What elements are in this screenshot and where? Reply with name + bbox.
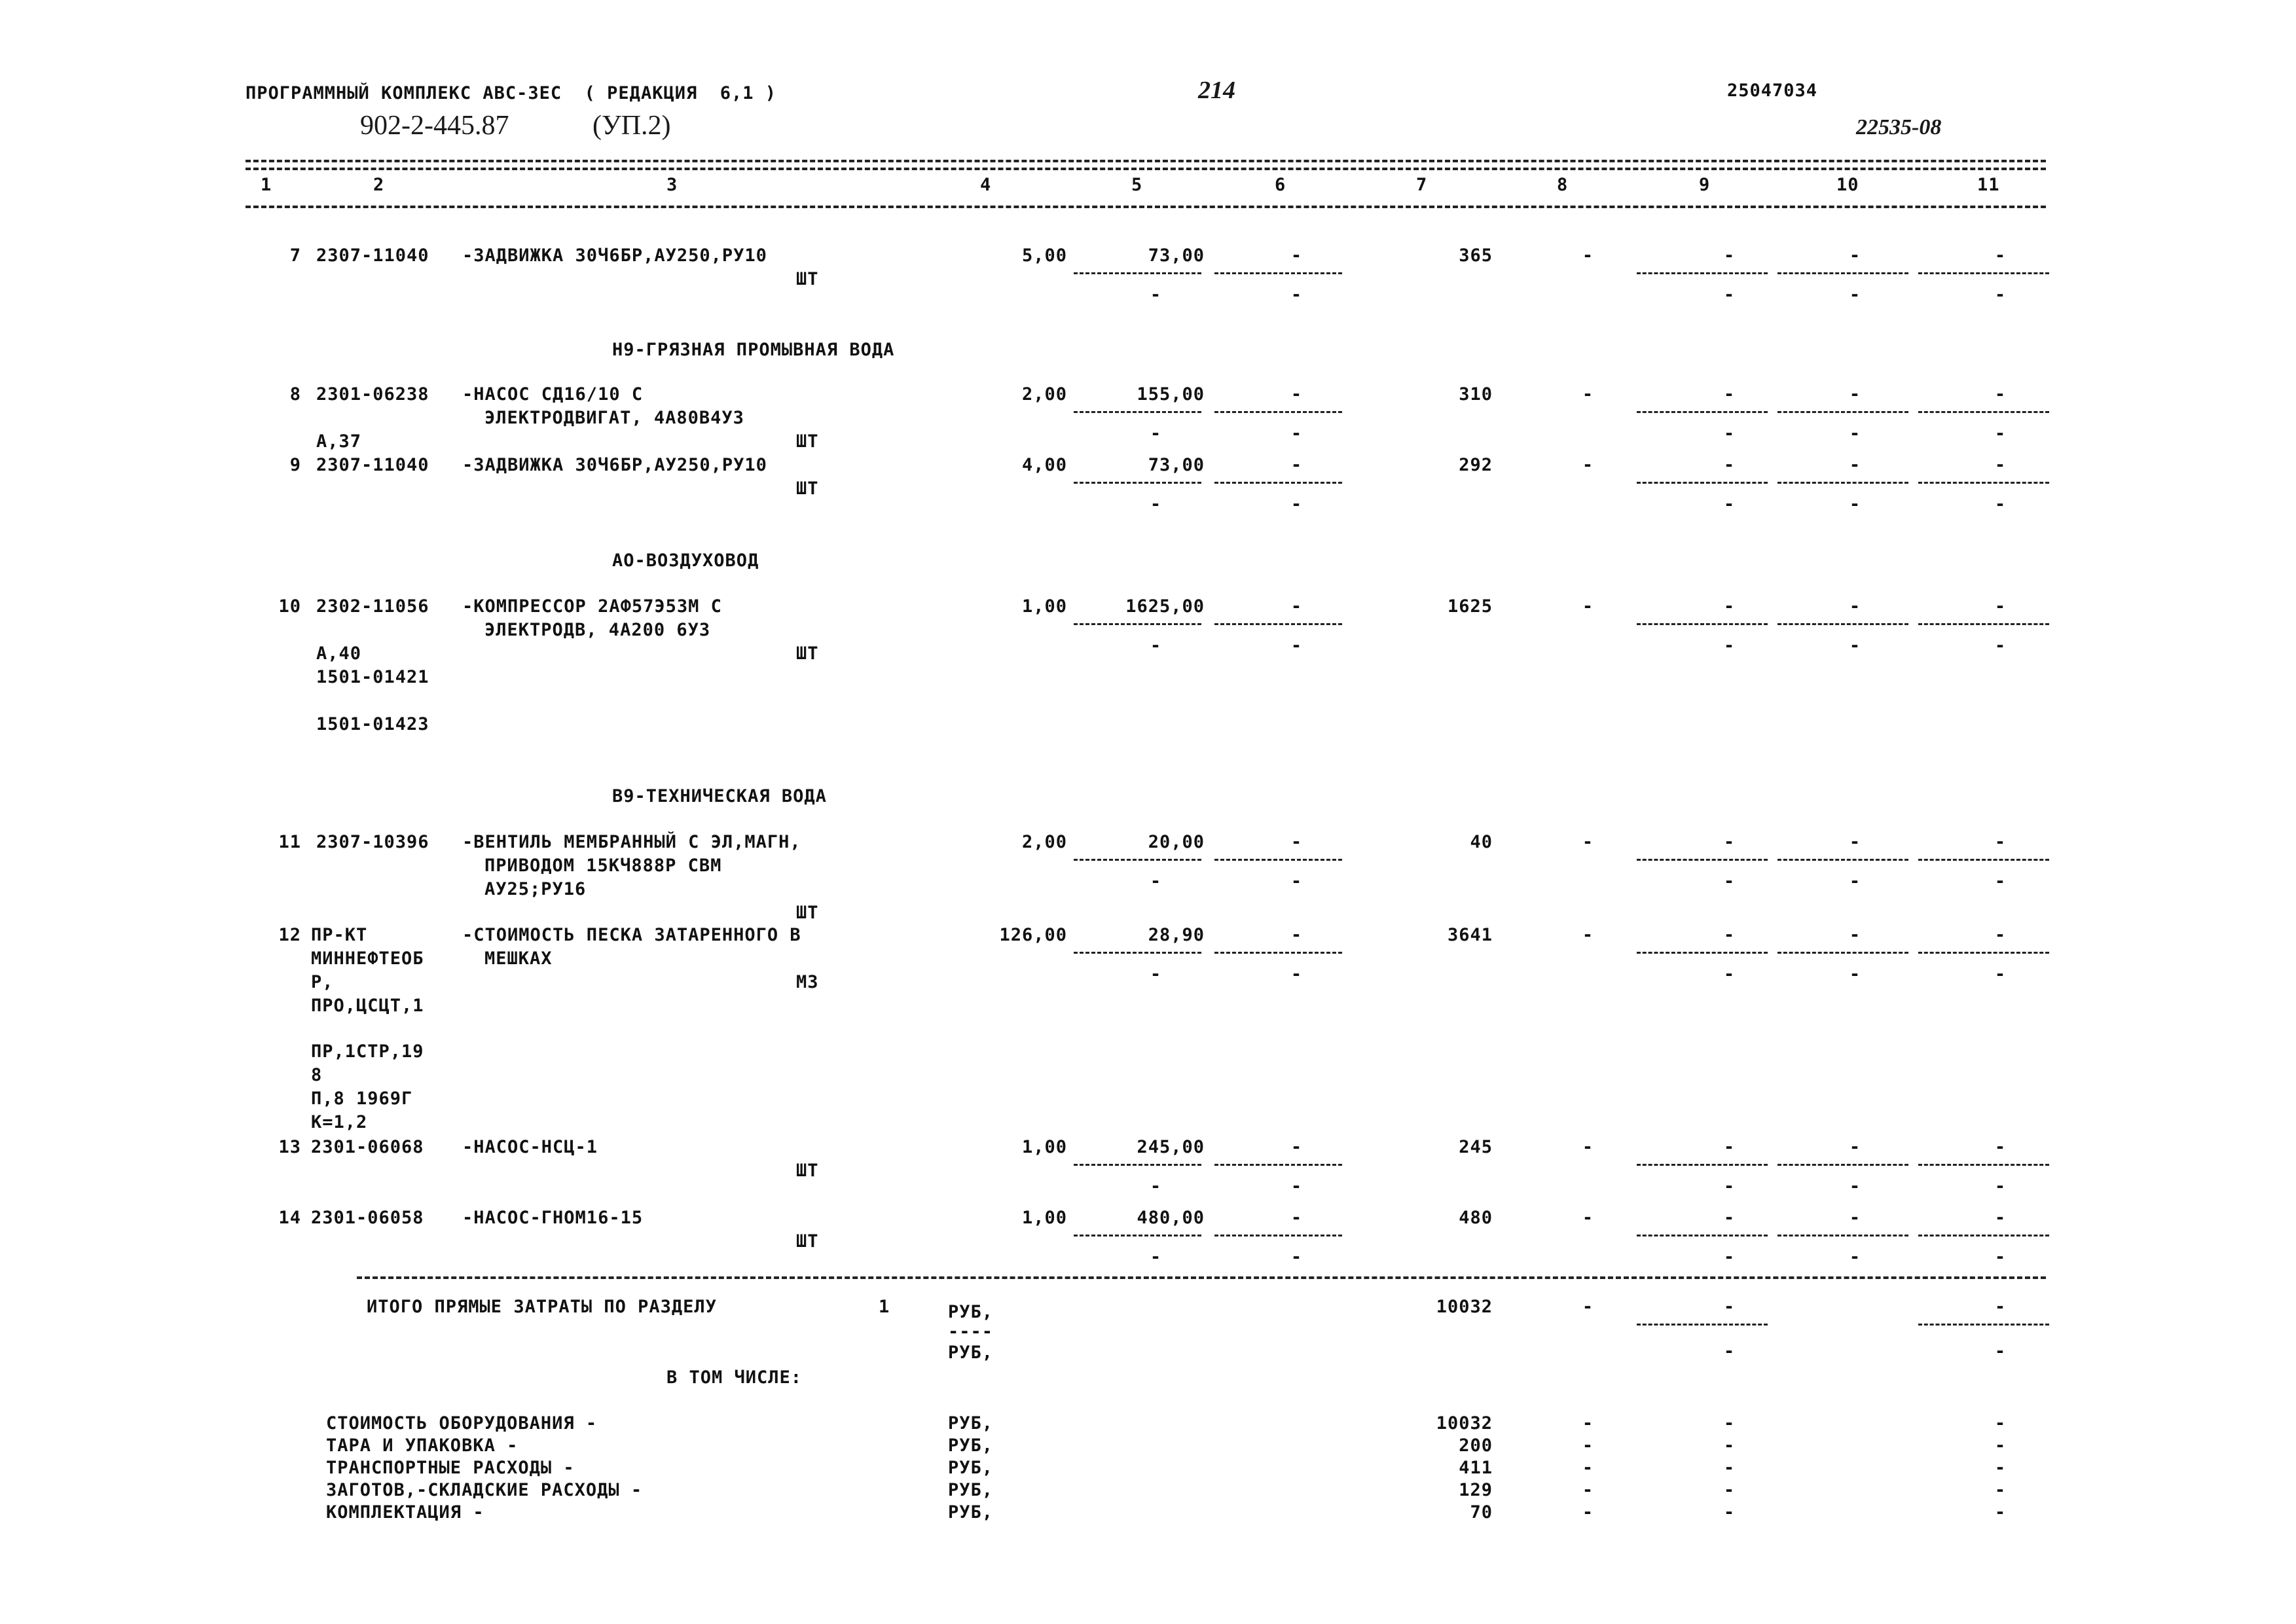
empty-cell-dash: - — [1723, 832, 1735, 852]
item-name: -ЗАДВИЖКА 30Ч6БР,АУ250,РУ10 — [462, 455, 767, 475]
empty-cell-dash: - — [1290, 285, 1302, 305]
item-price: 245,00 — [1137, 1137, 1205, 1157]
empty-cell-dash: - — [1994, 832, 2006, 852]
empty-cell-dash: - — [1150, 964, 1161, 984]
empty-cell-dash: - — [1994, 1502, 2006, 1523]
item-name: -СТОИМОСТЬ ПЕСКА ЗАТАРЕННОГО В — [462, 925, 801, 945]
empty-cell-dash: - — [1723, 596, 1735, 617]
cell-divider — [1214, 1235, 1342, 1236]
item-code-cont: МИННЕФТЕОБ — [311, 948, 424, 969]
item-price: 73,00 — [1148, 455, 1205, 475]
breakdown-label: ТРАНСПОРТНЫЕ РАСХОДЫ - — [326, 1458, 575, 1478]
empty-cell-dash: - — [1849, 964, 1861, 984]
empty-cell-dash: - — [1723, 1176, 1735, 1197]
empty-cell-dash: - — [1290, 596, 1302, 617]
cell-divider — [1074, 952, 1201, 954]
item-name: -НАСОС-ГНОМ16-15 — [462, 1208, 644, 1228]
empty-cell-dash: - — [1994, 285, 2006, 305]
item-quantity: 1,00 — [1021, 596, 1067, 617]
empty-cell-dash: - — [1150, 494, 1161, 514]
empty-cell-dash: - — [1723, 636, 1735, 656]
item-code-cont: П,8 1969Г — [311, 1089, 413, 1109]
cell-divider — [1777, 1164, 1908, 1166]
breakdown-value: 10032 — [1436, 1413, 1493, 1434]
item-total: 245 — [1459, 1137, 1493, 1157]
item-total: 292 — [1459, 455, 1493, 475]
item-total: 40 — [1470, 832, 1493, 852]
empty-cell-dash: - — [1290, 636, 1302, 656]
empty-cell-dash: - — [1582, 1435, 1594, 1456]
item-unit: ШТ — [796, 1161, 819, 1181]
empty-cell-dash: - — [1849, 1176, 1861, 1197]
empty-cell-dash: - — [1994, 384, 2006, 405]
breakdown-currency: РУБ, — [948, 1413, 994, 1434]
cell-divider — [1214, 952, 1342, 954]
item-price: 480,00 — [1137, 1208, 1205, 1228]
empty-cell-dash: - — [1723, 384, 1735, 405]
item-code: 2302-11056 — [316, 596, 429, 617]
cell-divider — [1074, 482, 1201, 484]
cell-divider — [1637, 859, 1768, 861]
empty-cell-dash: - — [1994, 1480, 2006, 1500]
empty-cell-dash: - — [1723, 285, 1735, 305]
cell-divider — [1918, 859, 2049, 861]
breakdown-label: ЗАГОТОВ,-СКЛАДСКИЕ РАСХОДЫ - — [326, 1480, 643, 1500]
empty-cell-dash: - — [1849, 1247, 1861, 1267]
col-4: 4 — [980, 175, 992, 195]
totals-rule — [357, 1276, 2046, 1279]
item-code-cont: ПР,1СТР,19 — [311, 1041, 424, 1062]
breakdown-currency: РУБ, — [948, 1502, 994, 1523]
item-unit: ШТ — [796, 643, 819, 664]
cell-divider — [1918, 1324, 2049, 1326]
col-6: 6 — [1275, 175, 1286, 195]
row-number: 14 — [278, 1208, 301, 1228]
empty-cell-dash: - — [1723, 1247, 1735, 1267]
item-total: 480 — [1459, 1208, 1493, 1228]
total-currency-2: РУБ, — [948, 1343, 994, 1363]
empty-cell-dash: - — [1723, 1458, 1735, 1478]
item-name-cont: ЭЛЕКТРОДВ, 4А200 6У3 — [484, 620, 711, 640]
empty-cell-dash: - — [1290, 1137, 1302, 1157]
empty-cell-dash: - — [1994, 871, 2006, 892]
col-5: 5 — [1131, 175, 1143, 195]
empty-cell-dash: - — [1994, 455, 2006, 475]
breakdown-label: ТАРА И УПАКОВКА - — [326, 1435, 519, 1456]
cell-divider — [1214, 272, 1342, 274]
cell-divider — [1074, 859, 1201, 861]
item-quantity: 1,00 — [1021, 1137, 1067, 1157]
row-number: 11 — [278, 832, 301, 852]
item-extra: А,40 — [316, 643, 362, 664]
item-quantity: 5,00 — [1021, 245, 1067, 266]
cell-divider — [1214, 859, 1342, 861]
col-2: 2 — [373, 175, 385, 195]
item-name-cont: АУ25;РУ16 — [484, 879, 587, 899]
empty-cell-dash: - — [1849, 925, 1861, 945]
top-rule-2 — [246, 168, 2046, 170]
item-code-cont: К=1,2 — [311, 1112, 368, 1132]
empty-cell-dash: - — [1849, 494, 1861, 514]
total-section-no: 1 — [879, 1297, 890, 1317]
item-price: 73,00 — [1148, 245, 1205, 266]
empty-cell-dash: - — [1849, 871, 1861, 892]
empty-cell-dash: - — [1290, 494, 1302, 514]
empty-cell-dash: - — [1994, 964, 2006, 984]
item-total: 1625 — [1447, 596, 1493, 617]
cell-divider — [1074, 272, 1201, 274]
item-unit: ШТ — [796, 478, 819, 499]
empty-cell-dash: - — [1290, 424, 1302, 444]
item-unit: ШТ — [796, 431, 819, 452]
empty-cell-dash: - — [1290, 871, 1302, 892]
item-name-cont: ЭЛЕКТРОДВИГАТ, 4А80В4У3 — [484, 408, 744, 428]
empty-cell-dash: - — [1582, 925, 1594, 945]
cell-divider — [1214, 623, 1342, 625]
empty-cell-dash: - — [1582, 1413, 1594, 1434]
item-unit: М3 — [796, 972, 819, 992]
empty-cell-dash: - — [1994, 1137, 2006, 1157]
item-total: 3641 — [1447, 925, 1493, 945]
doc-number: 902-2-445.87 — [360, 111, 509, 141]
row-number: 10 — [278, 596, 301, 617]
empty-cell-dash: - — [1582, 832, 1594, 852]
item-name-cont: ПРИВОДОМ 15КЧ888Р СВМ — [484, 856, 722, 876]
item-price: 20,00 — [1148, 832, 1205, 852]
empty-cell-dash: - — [1849, 1137, 1861, 1157]
empty-cell-dash: - — [1849, 285, 1861, 305]
item-code-cont: ПРО,ЦСЦТ,1 — [311, 996, 424, 1016]
item-reference: 1501-01421 — [316, 667, 429, 687]
empty-cell-dash: - — [1723, 1341, 1735, 1362]
empty-cell-dash: - — [1723, 1480, 1735, 1500]
item-name: -ЗАДВИЖКА 30Ч6БР,АУ250,РУ10 — [462, 245, 767, 266]
empty-cell-dash: - — [1994, 494, 2006, 514]
empty-cell-dash: - — [1723, 1137, 1735, 1157]
cell-divider — [1637, 272, 1768, 274]
total-currency: РУБ, — [948, 1302, 994, 1322]
section-title: АО-ВОЗДУХОВОД — [612, 550, 759, 571]
empty-cell-dash: - — [1150, 424, 1161, 444]
cell-divider — [1777, 1235, 1908, 1236]
empty-cell-dash: - — [1849, 455, 1861, 475]
empty-cell-dash: - — [1849, 636, 1861, 656]
item-total: 310 — [1459, 384, 1493, 405]
breakdown-value: 70 — [1470, 1502, 1493, 1523]
section-title: В9-ТЕХНИЧЕСКАЯ ВОДА — [612, 786, 827, 806]
empty-cell-dash: - — [1290, 384, 1302, 405]
empty-cell-dash: - — [1849, 424, 1861, 444]
empty-cell-dash: - — [1723, 424, 1735, 444]
cell-divider — [1214, 482, 1342, 484]
row-number: 13 — [278, 1137, 301, 1157]
doc-code: 25047034 — [1727, 81, 1818, 101]
empty-cell-dash: - — [1582, 1502, 1594, 1523]
breakdown-value: 129 — [1459, 1480, 1493, 1500]
item-unit: ШТ — [796, 903, 819, 923]
empty-cell-dash: - — [1290, 455, 1302, 475]
cell-divider — [1637, 411, 1768, 413]
item-reference: 1501-01423 — [316, 714, 429, 734]
empty-cell-dash: - — [1994, 1176, 2006, 1197]
item-quantity: 2,00 — [1021, 832, 1067, 852]
cell-divider — [1777, 411, 1908, 413]
empty-cell-dash: - — [1582, 596, 1594, 617]
item-code: 2301-06068 — [311, 1137, 424, 1157]
cell-divider — [1074, 1235, 1201, 1236]
empty-cell-dash: - — [1723, 1208, 1735, 1228]
item-name: -НАСОС СД16/10 С — [462, 384, 644, 405]
empty-cell-dash: - — [1582, 1137, 1594, 1157]
empty-cell-dash: - — [1849, 596, 1861, 617]
page-number: 214 — [1198, 77, 1235, 104]
cell-divider — [1777, 952, 1908, 954]
cell-divider — [1637, 952, 1768, 954]
empty-cell-dash: - — [1994, 245, 2006, 266]
item-quantity: 2,00 — [1021, 384, 1067, 405]
program-title: ПРОГРАММНЫЙ КОМПЛЕКС АВС-3ЕС ( РЕДАКЦИЯ 6,1 ) — [246, 83, 777, 103]
empty-cell-dash: - — [1994, 424, 2006, 444]
item-total: 365 — [1459, 245, 1493, 266]
cell-divider — [1918, 1164, 2049, 1166]
empty-cell-dash: - — [1150, 636, 1161, 656]
cell-divider — [1637, 482, 1768, 484]
empty-cell-dash: - — [1582, 245, 1594, 266]
cell-divider — [1214, 1164, 1342, 1166]
empty-cell-dash: - — [1582, 455, 1594, 475]
empty-cell-dash: - — [1582, 1480, 1594, 1500]
empty-cell-dash: - — [1994, 1341, 2006, 1362]
cell-divider — [1918, 411, 2049, 413]
cell-divider — [1777, 272, 1908, 274]
row-number: 7 — [289, 245, 301, 266]
col-1: 1 — [261, 175, 272, 195]
empty-cell-dash: - — [1723, 964, 1735, 984]
breakdown-label: СТОИМОСТЬ ОБОРУДОВАНИЯ - — [326, 1413, 598, 1434]
empty-cell-dash: - — [1290, 1176, 1302, 1197]
cell-divider — [1777, 482, 1908, 484]
empty-cell-dash: - — [1290, 925, 1302, 945]
breakdown-currency: РУБ, — [948, 1435, 994, 1456]
cell-divider — [1918, 952, 2049, 954]
row-number: 9 — [289, 455, 301, 475]
breakdown-currency: РУБ, — [948, 1458, 994, 1478]
empty-cell-dash: - — [1723, 455, 1735, 475]
item-code: ПР-КТ — [311, 925, 368, 945]
empty-cell-dash: - — [1150, 1247, 1161, 1267]
item-code-cont: 8 — [311, 1065, 323, 1085]
item-code: 2307-11040 — [316, 245, 429, 266]
item-quantity: 126,00 — [999, 925, 1067, 945]
empty-cell-dash: - — [1994, 1413, 2006, 1434]
cell-divider — [1777, 859, 1908, 861]
empty-cell-dash: - — [1723, 1297, 1735, 1317]
item-extra: А,37 — [316, 431, 362, 452]
item-price: 1625,00 — [1125, 596, 1205, 617]
row-number: 12 — [278, 925, 301, 945]
empty-cell-dash: - — [1723, 1435, 1735, 1456]
item-price: 28,90 — [1148, 925, 1205, 945]
item-code-cont: Р, — [311, 972, 334, 992]
empty-cell-dash: - — [1723, 871, 1735, 892]
cell-divider — [1777, 623, 1908, 625]
item-code: 2301-06238 — [316, 384, 429, 405]
empty-cell-dash: - — [1150, 1176, 1161, 1197]
breakdown-value: 411 — [1459, 1458, 1493, 1478]
empty-cell-dash: - — [1849, 832, 1861, 852]
empty-cell-dash: - — [1150, 871, 1161, 892]
item-name-cont: МЕШКАХ — [484, 948, 553, 969]
empty-cell-dash: - — [1994, 925, 2006, 945]
cell-divider — [1918, 482, 2049, 484]
item-price: 155,00 — [1137, 384, 1205, 405]
empty-cell-dash: - — [1150, 285, 1161, 305]
empty-cell-dash: - — [1994, 1247, 2006, 1267]
empty-cell-dash: - — [1849, 245, 1861, 266]
cell-divider — [1074, 411, 1201, 413]
doc-part: (УП.2) — [592, 111, 671, 141]
empty-cell-dash: - — [1994, 636, 2006, 656]
cell-divider — [1918, 1235, 2049, 1236]
item-unit: ШТ — [796, 1231, 819, 1252]
item-name: -НАСОС-НСЦ-1 — [462, 1137, 598, 1157]
empty-cell-dash: - — [1582, 1458, 1594, 1478]
empty-cell-dash: - — [1582, 1297, 1594, 1317]
cell-divider — [1637, 1324, 1768, 1326]
breakdown-value: 200 — [1459, 1435, 1493, 1456]
empty-cell-dash: - — [1994, 1458, 2006, 1478]
cell-divider — [1637, 623, 1768, 625]
empty-cell-dash: - — [1994, 1435, 2006, 1456]
col-10: 10 — [1836, 175, 1859, 195]
row-number: 8 — [289, 384, 301, 405]
item-quantity: 1,00 — [1021, 1208, 1067, 1228]
item-code: 2307-10396 — [316, 832, 429, 852]
stamp-number: 22535-08 — [1856, 115, 1942, 139]
col-8: 8 — [1557, 175, 1569, 195]
empty-cell-dash: - — [1723, 1413, 1735, 1434]
empty-cell-dash: - — [1723, 1502, 1735, 1523]
col-9: 9 — [1699, 175, 1711, 195]
empty-cell-dash: - — [1723, 925, 1735, 945]
cell-divider — [1074, 623, 1201, 625]
item-name: -КОМПРЕССОР 2АФ57Э53М С — [462, 596, 722, 617]
cell-divider — [1074, 1164, 1201, 1166]
empty-cell-dash: - — [1849, 1208, 1861, 1228]
header-bottom-rule — [246, 206, 2046, 208]
total-currency-under: ---- — [948, 1322, 994, 1342]
breakdown-label: КОМПЛЕКТАЦИЯ - — [326, 1502, 484, 1523]
cell-divider — [1214, 411, 1342, 413]
empty-cell-dash: - — [1849, 384, 1861, 405]
cell-divider — [1637, 1235, 1768, 1236]
item-code: 2307-11040 — [316, 455, 429, 475]
col-7: 7 — [1416, 175, 1428, 195]
item-quantity: 4,00 — [1021, 455, 1067, 475]
cell-divider — [1918, 272, 2049, 274]
empty-cell-dash: - — [1290, 1247, 1302, 1267]
empty-cell-dash: - — [1582, 1208, 1594, 1228]
top-rule — [246, 160, 2046, 162]
empty-cell-dash: - — [1723, 245, 1735, 266]
empty-cell-dash: - — [1994, 596, 2006, 617]
empty-cell-dash: - — [1723, 494, 1735, 514]
cell-divider — [1637, 1164, 1768, 1166]
empty-cell-dash: - — [1290, 245, 1302, 266]
item-name: -ВЕНТИЛЬ МЕМБРАННЫЙ С ЭЛ,МАГН, — [462, 832, 801, 852]
including-heading: В ТОМ ЧИСЛЕ: — [666, 1367, 803, 1388]
empty-cell-dash: - — [1290, 964, 1302, 984]
item-unit: ШТ — [796, 269, 819, 289]
empty-cell-dash: - — [1582, 384, 1594, 405]
col-3: 3 — [666, 175, 678, 195]
empty-cell-dash: - — [1994, 1297, 2006, 1317]
total-label: ИТОГО ПРЯМЫЕ ЗАТРАТЫ ПО РАЗДЕЛУ — [367, 1297, 717, 1317]
section-title: Н9-ГРЯЗНАЯ ПРОМЫВНАЯ ВОДА — [612, 340, 895, 360]
cell-divider — [1918, 623, 2049, 625]
empty-cell-dash: - — [1290, 832, 1302, 852]
breakdown-currency: РУБ, — [948, 1480, 994, 1500]
col-11: 11 — [1977, 175, 2000, 195]
total-value: 10032 — [1436, 1297, 1493, 1317]
empty-cell-dash: - — [1290, 1208, 1302, 1228]
empty-cell-dash: - — [1994, 1208, 2006, 1228]
item-code: 2301-06058 — [311, 1208, 424, 1228]
